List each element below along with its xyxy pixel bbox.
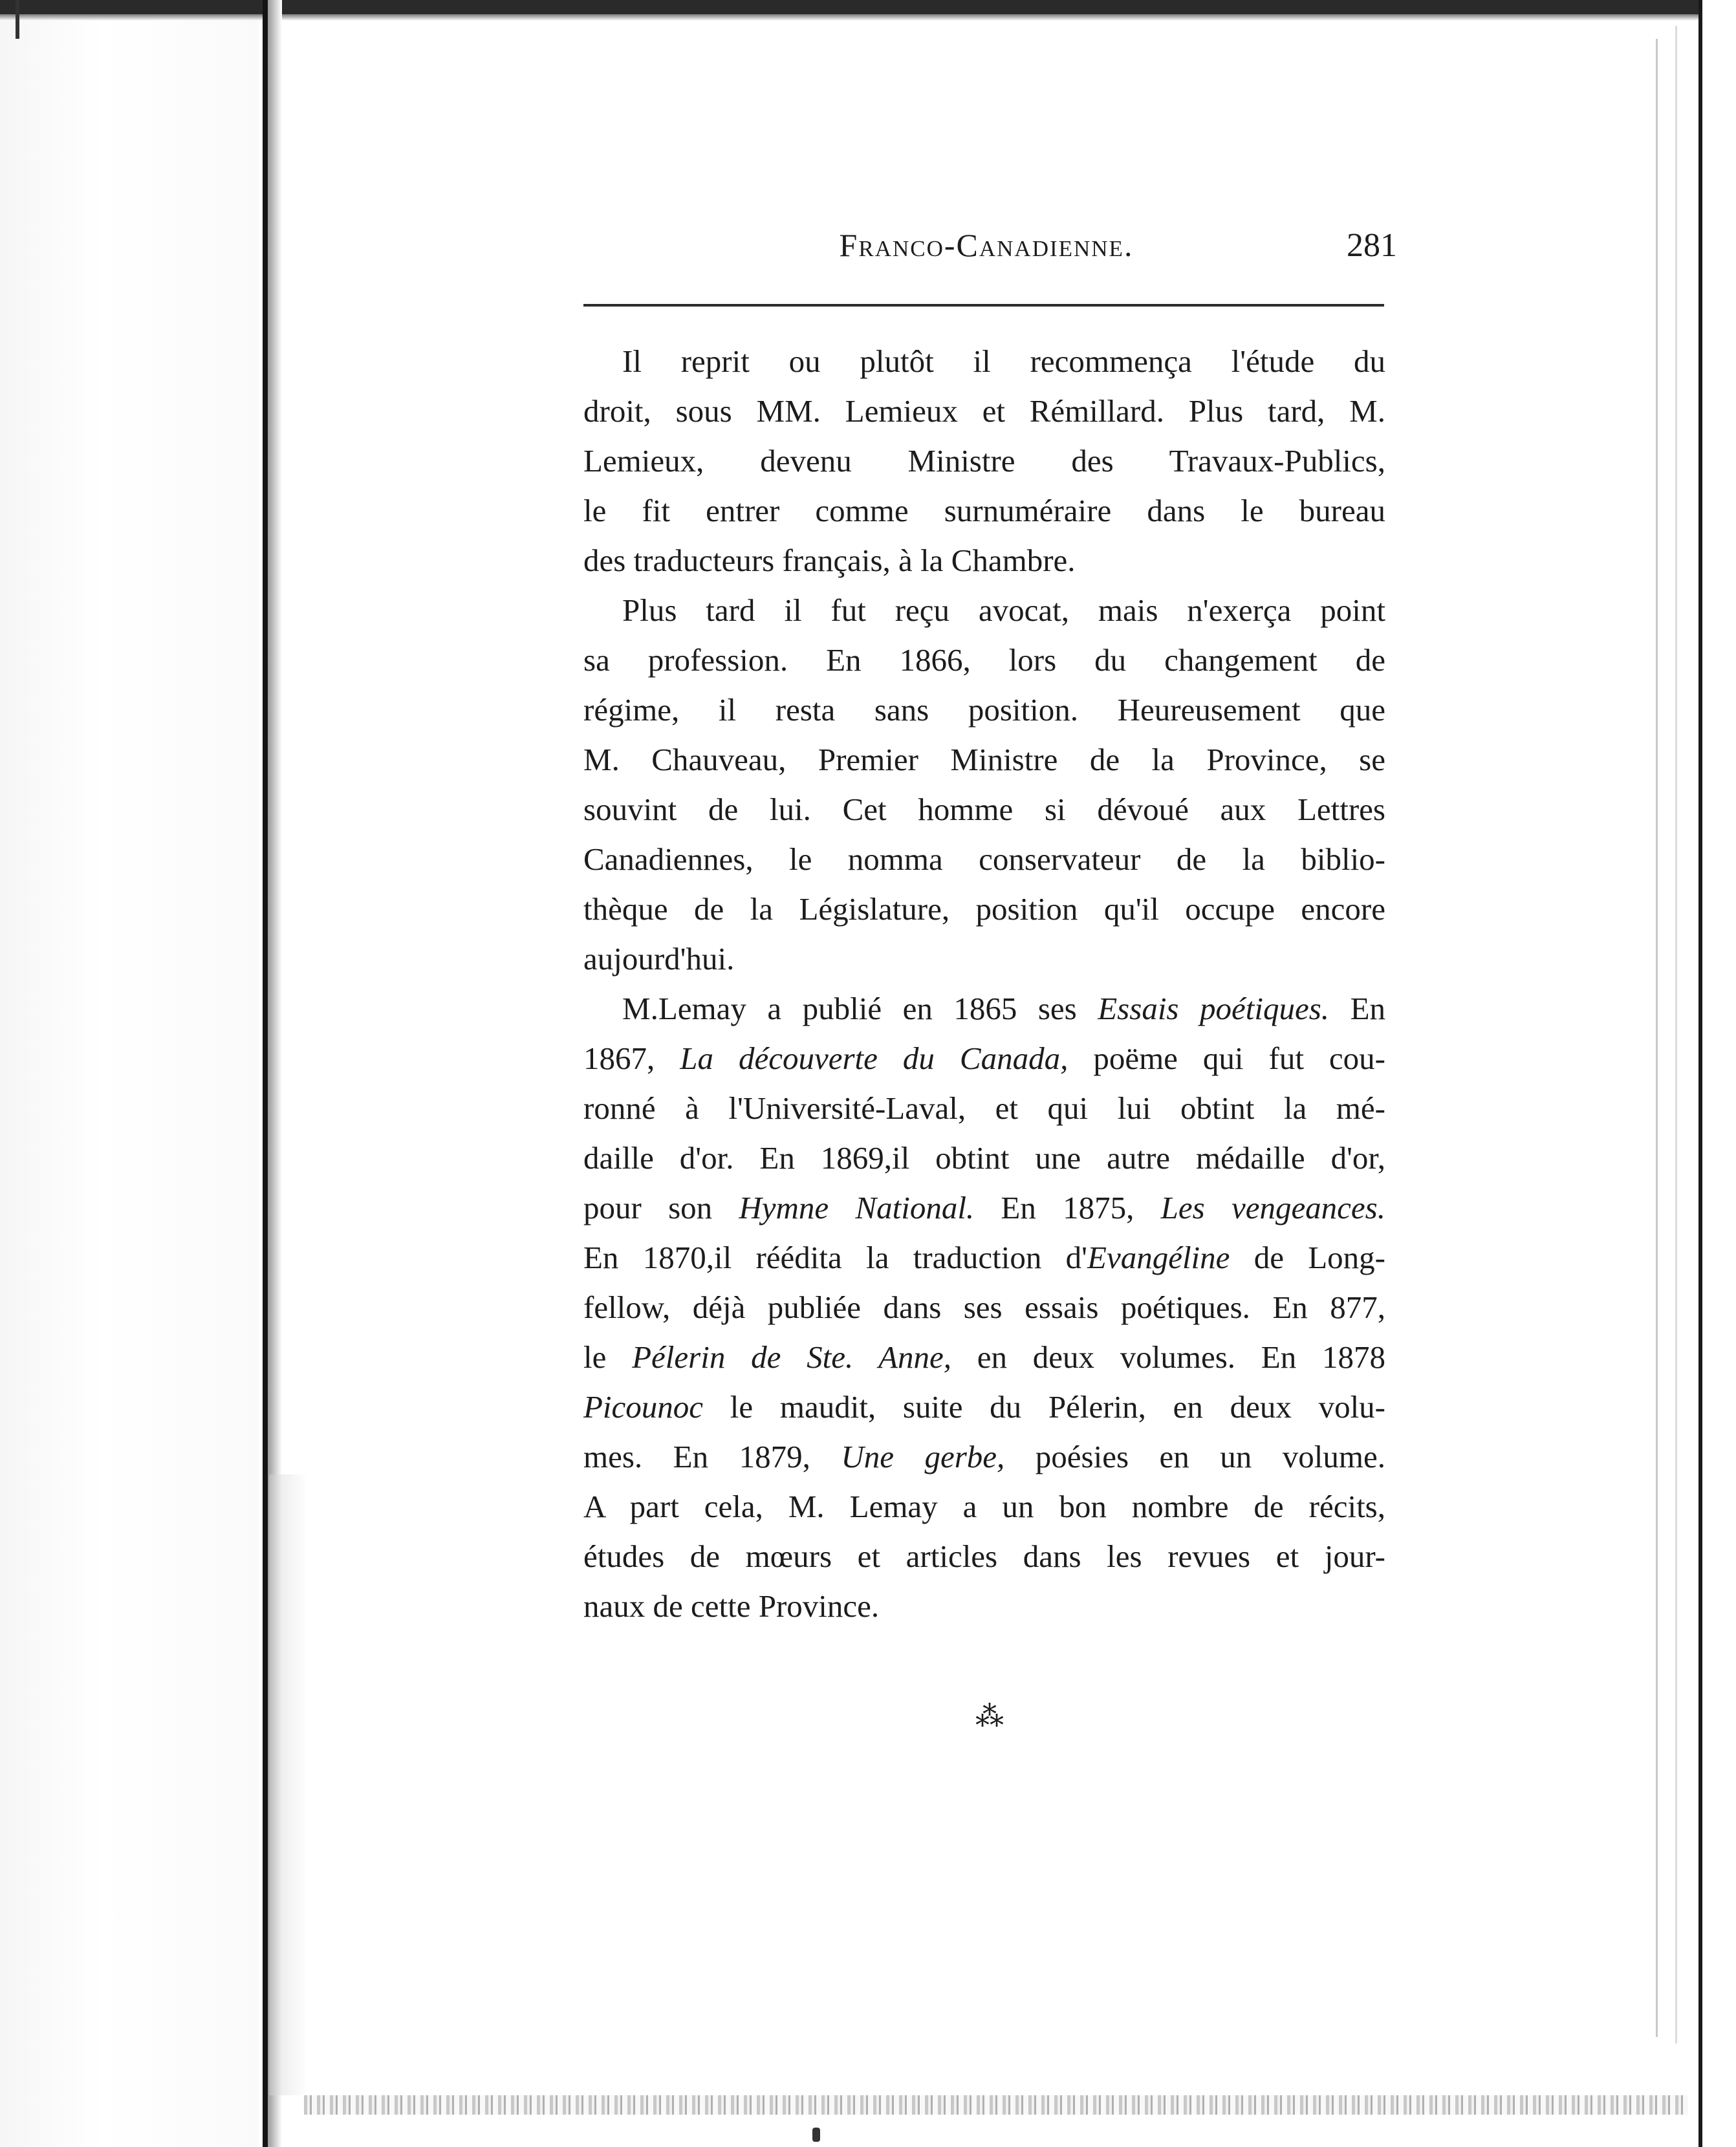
text-line [583,1432,1385,1482]
text-line [583,1382,1385,1432]
text-run: en deux volumes. En 1878 [951,1339,1385,1375]
book-title: Evangéline [1087,1240,1230,1275]
book-title: Picounoc [583,1389,704,1425]
text-line [583,1233,1385,1282]
book-spine-edge [263,0,268,2147]
page-fold-shadow [269,1474,308,2095]
text-line: aujourd'hui. [583,941,735,976]
text-line [583,984,1385,1033]
text-run: poëme qui fut cou- [1068,1041,1386,1076]
book-title: Hymne National. [739,1190,975,1225]
text-line: droit, sous MM. Lemieux et Rémillard. Plus tard, M. [583,393,1385,429]
right-scan-edge [1698,0,1702,2147]
text-line [583,1183,1385,1233]
text-line: daille d'or. En 1869,il obtint une autre médaille d'or, [583,1140,1385,1176]
scan-top-edge [0,0,1736,14]
text-run: mes. En 1879, [583,1439,841,1474]
text-line [583,1332,1385,1382]
paragraph [583,336,1385,585]
text-run: le maudit, suite du Pélerin, en deux volu- [703,1389,1385,1425]
text-line: fellow, déjà publiée dans ses essais poétiques. En 877, [583,1289,1385,1325]
text-line: ronné à l'Université-Laval, et qui lui obtint la mé- [583,1090,1385,1126]
page-edge-line [1656,39,1658,2037]
book-title: La découverte du Canada, [680,1041,1069,1076]
paragraph [583,984,1385,1631]
right-margin [1700,0,1736,2147]
text-line: naux de cette Province. [583,1588,880,1624]
book-title: Une gerbe, [841,1439,1005,1474]
text-run: pour son [583,1190,739,1225]
running-head: Franco-Canadienne. [839,227,1134,263]
scan-speck [812,2128,820,2142]
text-line: Canadiennes, le nomma conservateur de la biblio- [583,841,1385,877]
text-line: Il reprit ou plutôt il recommença l'étude du [622,343,1385,379]
book-title: Les vengeances. [1160,1190,1386,1225]
text-run: poésies en un volume. [1004,1439,1385,1474]
text-run: En 1875, [974,1190,1161,1225]
book-title: Pélerin de Ste. Anne, [632,1339,952,1375]
left-gutter [0,0,259,2147]
text-line: Plus tard il fut reçu avocat, mais n'exerça point [622,592,1385,628]
text-run: le [583,1339,633,1375]
text-line: des traducteurs français, à la Chambre. [583,543,1076,578]
page-body [583,336,1385,1631]
paragraph [583,585,1385,984]
page-number: 281 [1347,227,1397,264]
text-line: A part cela, M. Lemay a un bon nombre de récits, [583,1489,1385,1524]
text-run: En [1329,991,1385,1026]
header-rule [583,304,1384,307]
text-run: M.Lemay a publié en 1865 ses [622,991,1098,1026]
asterism-ornament: ⁂ [975,1701,1004,1732]
text-line [583,1033,1385,1083]
bottom-scan-noise [304,2095,1688,2115]
book-title: Essais poétiques. [1098,991,1330,1026]
text-line: M. Chauveau, Premier Ministre de la Province, se [583,742,1385,777]
text-line: le fit entrer comme surnuméraire dans le bureau [583,493,1385,528]
text-line: Lemieux, devenu Ministre des Travaux-Publics, [583,443,1385,479]
text-line: sa profession. En 1866, lors du changement de [583,642,1385,678]
text-line: études de mœurs et articles dans les revues et jour- [583,1538,1385,1574]
text-line: régime, il resta sans position. Heureusement que [583,692,1385,728]
text-run: 1867, [583,1041,680,1076]
scan-edge-mark [16,0,19,39]
text-run: En 1870,il réédita la traduction d' [583,1240,1088,1275]
text-line: souvint de lui. Cet homme si dévoué aux Lettres [583,792,1385,827]
page-edge-line [1675,26,1677,2044]
text-line: thèque de la Législature, position qu'il occupe encore [583,891,1385,927]
text-run: de Long- [1230,1240,1386,1275]
